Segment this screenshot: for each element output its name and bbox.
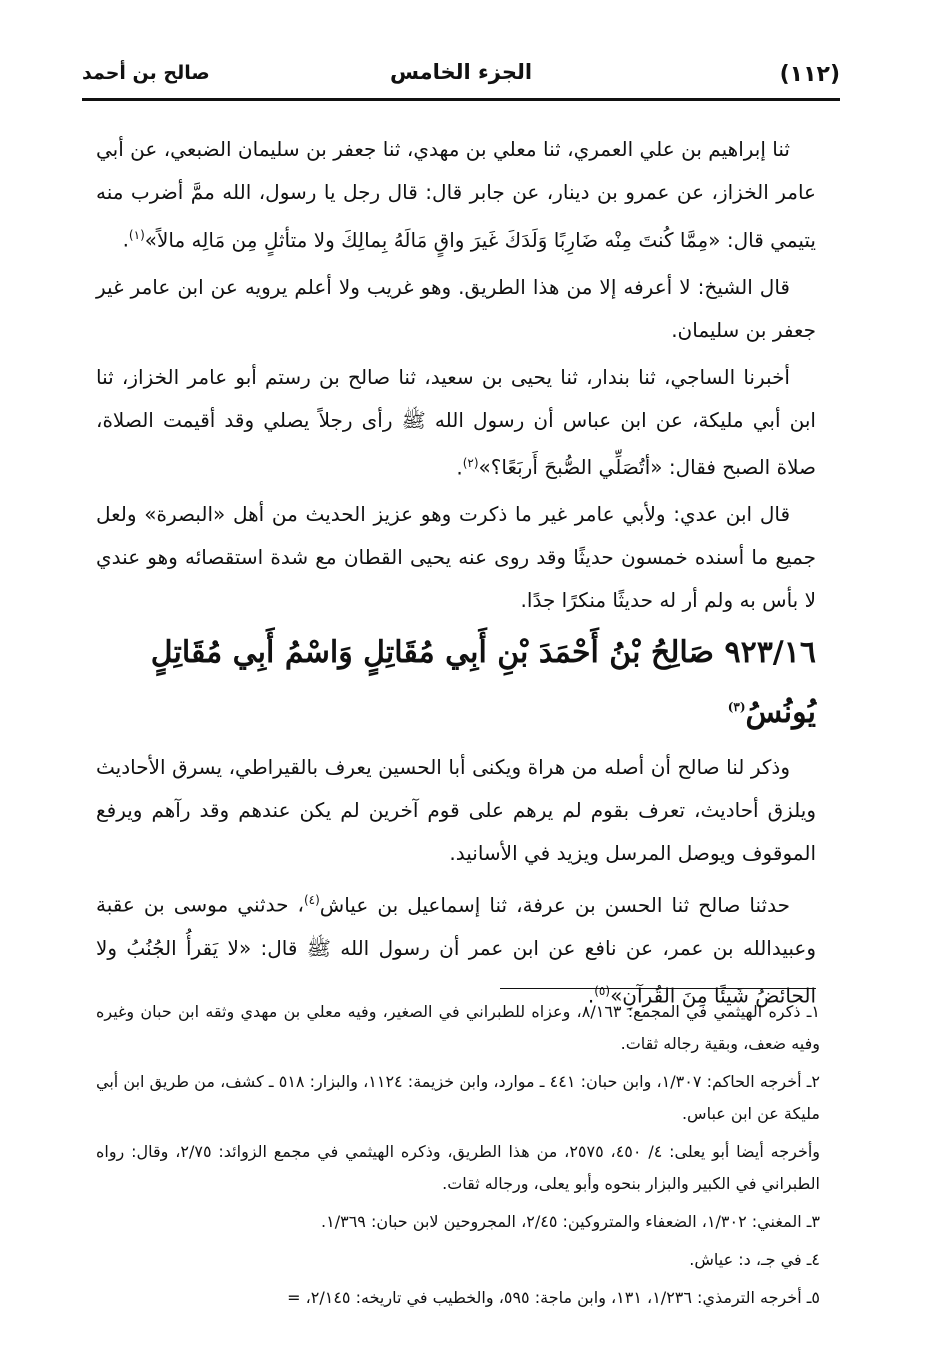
paragraph-6-text-b: ، حدثني موسى بن عقبة وعبيدالله بن عمر، عن نافع عن ابن عمر أن رسول الله ﷺ قال: «لا يَقرأُ الجُنُبُ ولا الحائضُ شَيئًا مِنَ القُرآنِ»: [96, 892, 816, 1008]
footnote-ref-2: (٢): [462, 455, 479, 470]
footnote-4: ٤ـ في جـ، د: عياش.: [689, 1250, 820, 1269]
main-text: [96, 128, 816, 1022]
paragraph-6-text-a: حدثنا صالح ثنا الحسن بن عرفة، ثنا إسماعيل بن عياش: [319, 892, 790, 917]
paragraph-2-text: قال الشيخ: لا أعرفه إلا من هذا الطريق. وهو غريب ولا أعلم يرويه عن ابن عامر غير جعفر بن سليمان.: [96, 274, 816, 342]
header-divider: [82, 98, 840, 101]
paragraph-1: ثنا إبراهيم بن علي العمري، ثنا معلي بن مهدي، ثنا جعفر بن سليمان الضبعي، عن أبي عامر الخزاز، عن عمرو بن دينار، عن جابر قال: قال رجل يا رسول، الله ممَّ أضرب منه يتيمي قال: «مِمَّا كُنتَ مِنْه ضَارِبًا وَلَدَكَ غَيرَ واقٍ مَالَهُ بِمالِكَ ولا متأثلٍ مِن مَالِه مالاً»$^{(١)}$.: [96, 137, 816, 252]
footnote-5: ٥ـ أخرجه الترمذي: ١/٢٣٦، ١٣١، وابن ماجة: ٥٩٥، والخطيب في تاريخه: ٢/١٤٥، =: [287, 1288, 820, 1307]
paragraph-6: حدثنا صالح ثنا الحسن بن عرفة، ثنا إسماعيل بن عياش$^{(٤)}$، حدثني موسى بن عقبة وعبيدالله بن عمر، عن نافع عن ابن عمر أن رسول الله ﷺ قال: «لا يَقرأُ الجُنُبُ ولا الحائضُ شَيئًا مِنَ القُرآنِ»$^{(٥)}$.: [96, 892, 816, 1008]
footnote-ref-3: (٣): [727, 700, 746, 715]
paragraph-5-text: وذكر لنا صالح أن أصله من هراة ويكنى أبا الحسين يعرف بالقيراطي، يسرق الأحاديث ويلزق أحاديث، تعرف بقوم لم يرهم على قوم آخرين لم يكن عندهم وقد رآهم ويرفع الموقوف ويوصل المرسل ويزيد في الأسانيد.: [96, 755, 816, 866]
paragraph-2: [96, 266, 816, 352]
paragraph-5: [96, 746, 816, 875]
paragraph-4-text: قال ابن عدي: ولأبي عامر غير ما ذكرت وهو عزيز الحديث من أهل «البصرة» ولعل جميع ما أسنده خمسون حديثًا وقد روى عنه يحيى القطان مع شدة استقصائه وهو عندي لا بأس به ولم أر له حديثًا منكرًا جدًا.: [96, 502, 816, 613]
page-header: [82, 56, 840, 96]
entry-heading-text: ٩٢٣/١٦ صَالِحُ بْنُ أَحْمَدَ بْنِ أَبِي مُقَاتِلٍ وَاسْمُ أَبِي مُقَاتِلٍ يُونُسُ: [150, 635, 816, 731]
paragraph-3-text: أخبرنا الساجي، ثنا بندار، ثنا يحيى بن سعيد، ثنا صالح بن رستم أبو عامر الخزاز، ثنا ابن أبي مليكة، عن ابن عباس أن رسول الله ﷺ رأى رجلاً يصلي وقد أقيمت الصلاة، صلاة الصبح فقال: «أتُصَلِّي الصُّبحَ أَربَعًا؟»: [96, 364, 816, 480]
footnotes: [96, 996, 820, 1320]
paragraph-4: [96, 493, 816, 622]
page-number: (١١٢): [779, 62, 840, 87]
volume-title: الجزء الخامس: [389, 60, 533, 84]
footnote-1: ١ـ ذكره الهيثمي في المجمع: ٨/١٦٣، وعزاه للطبراني في الصغير، وفيه معلي بن مهدي وثقه ابن حبان وغيره وفيه ضعف، وبقية رجاله ثقات.: [96, 1002, 821, 1053]
paragraph-3: أخبرنا الساجي، ثنا بندار، ثنا يحيى بن سعيد، ثنا صالح بن رستم أبو عامر الخزاز، ثنا ابن أبي مليكة، عن ابن عباس أن رسول الله ﷺ رأى رجلاً يصلي وقد أقيمت الصلاة، صلاة الصبح فقال: «أتُصَلِّي الصُّبحَ أَربَعًا؟»$^{(٢)}$.: [96, 364, 816, 480]
footnote-2-continued: وأخرجه أيضا أبو يعلى: ٤/ ٤٥٠، ٢٥٧٥، من هذا الطريق، وذكره الهيثمي في مجمع الزوائد: ٢/٧٥، وقال: رواه الطبراني في الكبير والبزار بنحوه وأبو يعلى، ورجاله ثقات.: [96, 1142, 821, 1193]
entry-heading: [96, 626, 816, 740]
footnote-ref-4: (٤): [303, 893, 320, 908]
footnote-3: ٣ـ المغني: ١/٣٠٢، الضعفاء والمتروكين: ٢/٤٥، المجروحين لابن حبان: ١/٣٦٩.: [321, 1212, 820, 1231]
footnote-ref-1: (١): [128, 228, 145, 242]
footnote-ref-5: (٥): [594, 983, 611, 998]
paragraph-1-text: ثنا إبراهيم بن علي العمري، ثنا معلي بن مهدي، ثنا جعفر بن سليمان الضبعي، عن أبي عامر الخزاز، عن عمرو بن دينار، عن جابر قال: قال رجل يا رسول، الله ممَّ أضرب منه يتيمي قال: «مِمَّا كُنتَ مِنْه ضَارِبًا وَلَدَكَ غَيرَ واقٍ مَالَهُ بِمالِكَ ولا متأثلٍ مِن مَالِه مالاً»: [96, 137, 816, 252]
running-head-author: صالح بن أحمد: [82, 62, 210, 84]
footnote-divider: [500, 988, 816, 989]
footnote-2: ٢ـ أخرجه الحاكم: ١/٣٠٧، وابن حبان: ٤٤١ ـ موارد، وابن خزيمة: ١١٢٤، والبزار: ٥١٨ ـ كشف، من طريق ابن أبي مليكة عن ابن عباس.: [96, 1072, 820, 1123]
